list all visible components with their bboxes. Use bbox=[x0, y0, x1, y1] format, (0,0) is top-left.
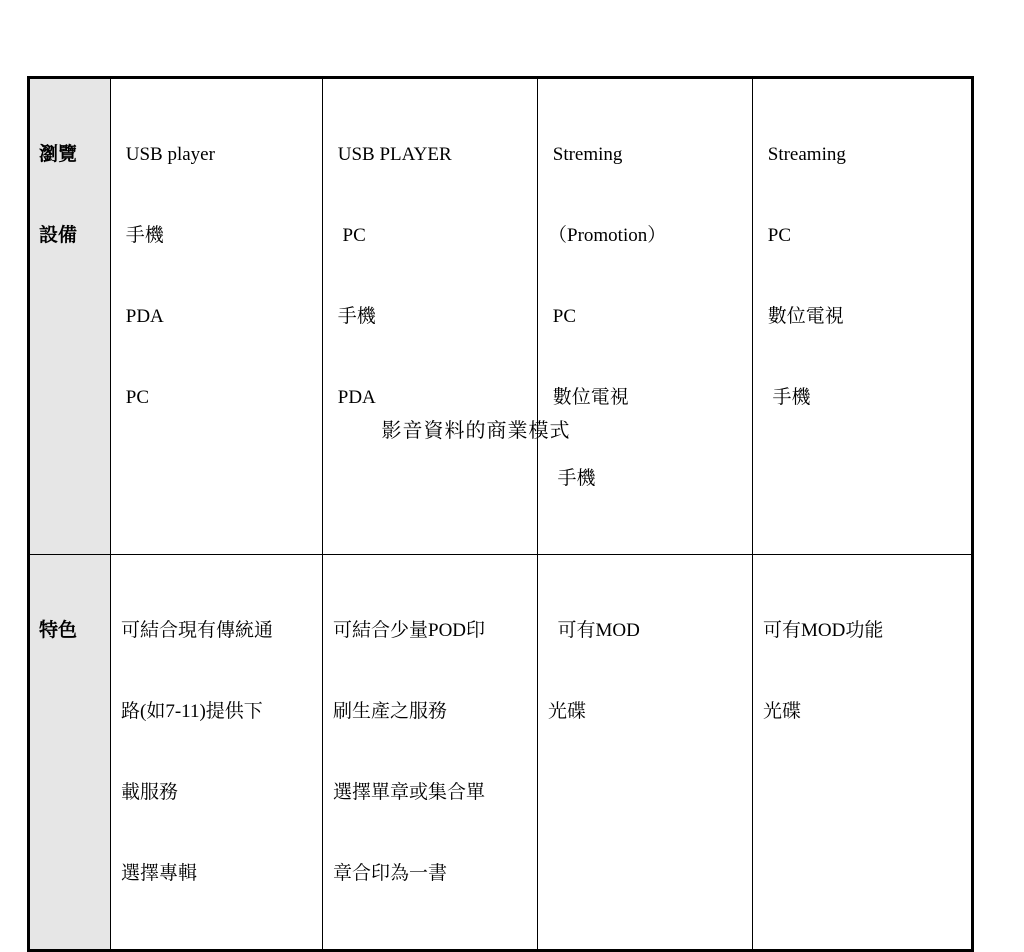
table-cell-features-3: 可有MOD 光碟 bbox=[538, 555, 753, 951]
row-header-features: 特色 bbox=[29, 555, 111, 951]
slide-caption: 影音資料的商業模式 bbox=[381, 420, 571, 442]
table-cell-devices-2: USB PLAYER PC 手機 PDA bbox=[323, 78, 538, 555]
table-row-devices bbox=[29, 78, 973, 555]
table-cell-features-2: 可結合少量POD印 刷生產之服務 選擇單章或集合單 章合印為一書 bbox=[323, 555, 538, 951]
row-header-devices: 瀏覽 設備 bbox=[29, 78, 111, 555]
table-row-features bbox=[29, 555, 973, 951]
table-cell-devices-3: Streming （Promotion） PC 數位電視 手機 bbox=[538, 78, 753, 555]
table-cell-devices-4: Streaming PC 數位電視 手機 bbox=[753, 78, 973, 555]
comparison-table bbox=[27, 76, 974, 952]
table-cell-features-1: 可結合現有傳統通 路(如7-11)提供下 載服務 選擇專輯 bbox=[111, 555, 323, 951]
table-cell-features-4: 可有MOD功能 光碟 bbox=[753, 555, 973, 951]
table-cell-devices-1: USB player 手機 PDA PC bbox=[111, 78, 323, 555]
